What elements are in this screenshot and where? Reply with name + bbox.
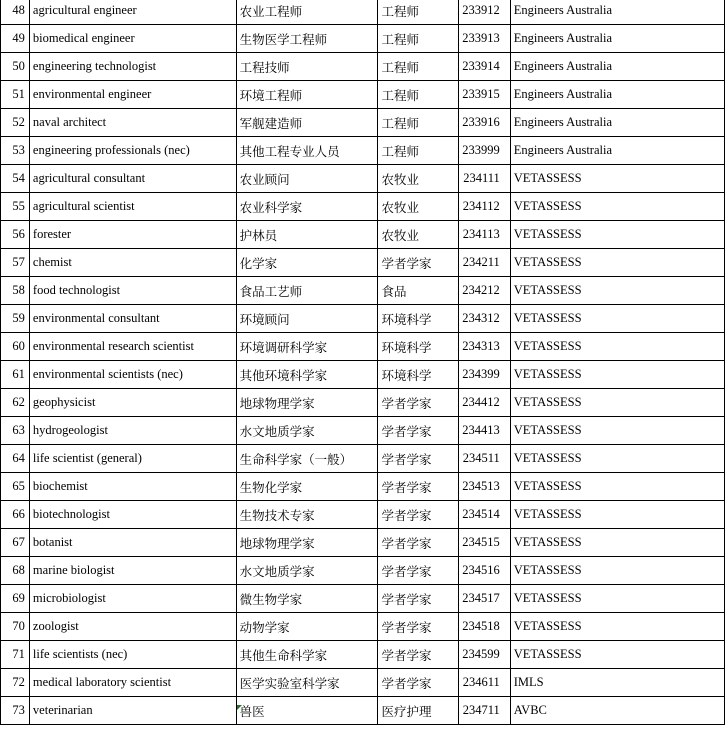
cell-category[interactable]: 学者学家 <box>378 613 459 641</box>
cell-anzsco-code[interactable]: 234313 <box>459 333 511 361</box>
cell-occupation-en[interactable]: environmental consultant <box>29 305 236 333</box>
cell-category[interactable]: 学者学家 <box>378 389 459 417</box>
cell-assessing-authority[interactable]: Engineers Australia <box>510 81 724 109</box>
cell-occupation-en[interactable]: biotechnologist <box>29 501 236 529</box>
cell-anzsco-code[interactable]: 234518 <box>459 613 511 641</box>
cell-assessing-authority[interactable]: VETASSESS <box>510 333 724 361</box>
cell-occupation-zh[interactable]: 其他工程专业人员 <box>236 137 378 165</box>
cell-occupation-en[interactable]: veterinarian <box>29 697 236 725</box>
cell-category[interactable]: 工程师 <box>378 137 459 165</box>
cell-no[interactable]: 57 <box>1 249 30 277</box>
cell-occupation-zh[interactable]: 兽医 <box>236 697 378 725</box>
cell-anzsco-code[interactable]: 234515 <box>459 529 511 557</box>
cell-anzsco-code[interactable]: 234211 <box>459 249 511 277</box>
cell-occupation-en[interactable]: hydrogeologist <box>29 417 236 445</box>
cell-category[interactable]: 学者学家 <box>378 641 459 669</box>
cell-assessing-authority[interactable]: VETASSESS <box>510 193 724 221</box>
cell-category[interactable]: 学者学家 <box>378 417 459 445</box>
cell-category[interactable]: 学者学家 <box>378 669 459 697</box>
cell-no[interactable]: 49 <box>1 25 30 53</box>
cell-assessing-authority[interactable]: VETASSESS <box>510 613 724 641</box>
cell-assessing-authority[interactable]: VETASSESS <box>510 389 724 417</box>
cell-anzsco-code[interactable]: 234111 <box>459 165 511 193</box>
cell-no[interactable]: 66 <box>1 501 30 529</box>
cell-assessing-authority[interactable]: VETASSESS <box>510 473 724 501</box>
cell-assessing-authority[interactable]: VETASSESS <box>510 305 724 333</box>
cell-assessing-authority[interactable]: VETASSESS <box>510 585 724 613</box>
cell-assessing-authority[interactable]: Engineers Australia <box>510 53 724 81</box>
cell-occupation-zh[interactable]: 食品工艺师 <box>236 277 378 305</box>
table-row <box>1 613 725 641</box>
cell-no[interactable]: 55 <box>1 193 30 221</box>
cell-no[interactable]: 58 <box>1 277 30 305</box>
cell-assessing-authority[interactable]: VETASSESS <box>510 641 724 669</box>
cell-anzsco-code[interactable]: 234511 <box>459 445 511 473</box>
cell-occupation-zh[interactable]: 水文地质学家 <box>236 557 378 585</box>
cell-occupation-zh[interactable]: 农业工程师 <box>236 0 378 25</box>
cell-category[interactable]: 工程师 <box>378 109 459 137</box>
cell-no[interactable]: 61 <box>1 361 30 389</box>
cell-category[interactable]: 工程师 <box>378 25 459 53</box>
table-row <box>1 193 725 221</box>
cell-occupation-en[interactable]: medical laboratory scientist <box>29 669 236 697</box>
cell-anzsco-code[interactable]: 234517 <box>459 585 511 613</box>
cell-occupation-zh[interactable]: 地球物理学家 <box>236 389 378 417</box>
cell-occupation-en[interactable]: engineering technologist <box>29 53 236 81</box>
cell-occupation-zh[interactable]: 农业科学家 <box>236 193 378 221</box>
cell-no[interactable]: 52 <box>1 109 30 137</box>
cell-occupation-en[interactable]: microbiologist <box>29 585 236 613</box>
table-row <box>1 473 725 501</box>
cell-category[interactable]: 学者学家 <box>378 249 459 277</box>
cell-occupation-zh[interactable]: 生命科学家（一般） <box>236 445 378 473</box>
cell-occupation-en[interactable]: forester <box>29 221 236 249</box>
cell-category[interactable]: 学者学家 <box>378 501 459 529</box>
cell-occupation-en[interactable]: biomedical engineer <box>29 25 236 53</box>
table-row <box>1 221 725 249</box>
cell-assessing-authority[interactable]: VETASSESS <box>510 249 724 277</box>
cell-anzsco-code[interactable]: 233913 <box>459 25 511 53</box>
table-row <box>1 333 725 361</box>
cell-occupation-zh[interactable]: 微生物学家 <box>236 585 378 613</box>
cell-assessing-authority[interactable]: VETASSESS <box>510 221 724 249</box>
cell-occupation-zh[interactable]: 动物学家 <box>236 613 378 641</box>
cell-category[interactable]: 食品 <box>378 277 459 305</box>
cell-assessing-authority[interactable]: IMLS <box>510 669 724 697</box>
table-row <box>1 529 725 557</box>
cell-occupation-en[interactable]: chemist <box>29 249 236 277</box>
cell-no[interactable]: 50 <box>1 53 30 81</box>
cell-anzsco-code[interactable]: 234599 <box>459 641 511 669</box>
cell-no[interactable]: 71 <box>1 641 30 669</box>
cell-category[interactable]: 环境科学 <box>378 361 459 389</box>
cell-category[interactable]: 农牧业 <box>378 165 459 193</box>
cell-occupation-en[interactable]: environmental research scientist <box>29 333 236 361</box>
cell-anzsco-code[interactable]: 234711 <box>459 697 511 725</box>
table-body <box>1 0 725 725</box>
table-row <box>1 25 725 53</box>
cell-assessing-authority[interactable]: VETASSESS <box>510 501 724 529</box>
cell-assessing-authority[interactable]: VETASSESS <box>510 165 724 193</box>
cell-no[interactable]: 62 <box>1 389 30 417</box>
cell-occupation-zh[interactable]: 军舰建造师 <box>236 109 378 137</box>
table-row <box>1 641 725 669</box>
table-row <box>1 109 725 137</box>
cell-category[interactable]: 学者学家 <box>378 529 459 557</box>
cell-occupation-zh[interactable]: 生物化学家 <box>236 473 378 501</box>
cell-anzsco-code[interactable]: 234513 <box>459 473 511 501</box>
cell-no[interactable]: 65 <box>1 473 30 501</box>
cell-assessing-authority[interactable]: Engineers Australia <box>510 109 724 137</box>
cell-occupation-en[interactable]: naval architect <box>29 109 236 137</box>
table-row <box>1 81 725 109</box>
cell-anzsco-code[interactable]: 233916 <box>459 109 511 137</box>
cell-occupation-zh[interactable]: 其他环境科学家 <box>236 361 378 389</box>
cell-occupation-en[interactable]: environmental scientists (nec) <box>29 361 236 389</box>
cell-category[interactable]: 环境科学 <box>378 333 459 361</box>
cell-assessing-authority[interactable]: Engineers Australia <box>510 0 724 25</box>
cell-anzsco-code[interactable]: 234516 <box>459 557 511 585</box>
table-row <box>1 417 725 445</box>
table-row <box>1 389 725 417</box>
cell-no[interactable]: 56 <box>1 221 30 249</box>
cell-category[interactable]: 医疗护理 <box>378 697 459 725</box>
cell-occupation-en[interactable]: food technologist <box>29 277 236 305</box>
table-row <box>1 585 725 613</box>
table-row <box>1 305 725 333</box>
cell-anzsco-code[interactable]: 234212 <box>459 277 511 305</box>
cell-no[interactable]: 53 <box>1 137 30 165</box>
cell-occupation-zh[interactable]: 环境顾问 <box>236 305 378 333</box>
cell-category[interactable]: 学者学家 <box>378 585 459 613</box>
table-row <box>1 361 725 389</box>
cell-assessing-authority[interactable]: VETASSESS <box>510 557 724 585</box>
cell-no[interactable]: 68 <box>1 557 30 585</box>
cell-no[interactable]: 72 <box>1 669 30 697</box>
cell-anzsco-code[interactable]: 233999 <box>459 137 511 165</box>
cell-category[interactable]: 环境科学 <box>378 305 459 333</box>
cell-anzsco-code[interactable]: 234412 <box>459 389 511 417</box>
cell-occupation-zh[interactable]: 工程技师 <box>236 53 378 81</box>
cell-no[interactable]: 67 <box>1 529 30 557</box>
table-row <box>1 249 725 277</box>
cell-category[interactable]: 工程师 <box>378 81 459 109</box>
table-row <box>1 53 725 81</box>
cell-occupation-en[interactable]: marine biologist <box>29 557 236 585</box>
cell-occupation-zh[interactable]: 水文地质学家 <box>236 417 378 445</box>
cell-category[interactable]: 农牧业 <box>378 221 459 249</box>
cell-no[interactable]: 64 <box>1 445 30 473</box>
table-row <box>1 501 725 529</box>
cell-no[interactable]: 69 <box>1 585 30 613</box>
cell-no[interactable]: 51 <box>1 81 30 109</box>
cell-no[interactable]: 70 <box>1 613 30 641</box>
cell-assessing-authority[interactable]: AVBC <box>510 697 724 725</box>
cell-anzsco-code[interactable]: 234112 <box>459 193 511 221</box>
cell-assessing-authority[interactable]: VETASSESS <box>510 417 724 445</box>
cell-anzsco-code[interactable]: 234312 <box>459 305 511 333</box>
cell-occupation-en[interactable]: life scientist (general) <box>29 445 236 473</box>
cell-occupation-zh[interactable]: 环境工程师 <box>236 81 378 109</box>
cell-assessing-authority[interactable]: VETASSESS <box>510 277 724 305</box>
cell-occupation-zh[interactable]: 环境调研科学家 <box>236 333 378 361</box>
cell-occupation-zh[interactable]: 护林员 <box>236 221 378 249</box>
cell-category[interactable]: 学者学家 <box>378 445 459 473</box>
cell-occupation-zh[interactable]: 化学家 <box>236 249 378 277</box>
cell-assessing-authority[interactable]: VETASSESS <box>510 361 724 389</box>
cell-occupation-en[interactable]: agricultural consultant <box>29 165 236 193</box>
cell-category[interactable]: 农牧业 <box>378 193 459 221</box>
cell-occupation-zh[interactable]: 医学实验室科学家 <box>236 669 378 697</box>
cell-anzsco-code[interactable]: 233914 <box>459 53 511 81</box>
cell-category[interactable]: 学者学家 <box>378 557 459 585</box>
cell-occupation-en[interactable]: life scientists (nec) <box>29 641 236 669</box>
cell-anzsco-code[interactable]: 233915 <box>459 81 511 109</box>
cell-occupation-en[interactable]: biochemist <box>29 473 236 501</box>
cell-occupation-en[interactable]: geophysicist <box>29 389 236 417</box>
cell-anzsco-code[interactable]: 234399 <box>459 361 511 389</box>
cell-anzsco-code[interactable]: 234413 <box>459 417 511 445</box>
cell-occupation-en[interactable]: botanist <box>29 529 236 557</box>
table-row <box>1 137 725 165</box>
cell-occupation-zh[interactable]: 生物医学工程师 <box>236 25 378 53</box>
cell-anzsco-code[interactable]: 234113 <box>459 221 511 249</box>
cell-no[interactable]: 60 <box>1 333 30 361</box>
cell-assessing-authority[interactable]: Engineers Australia <box>510 137 724 165</box>
cell-anzsco-code[interactable]: 234514 <box>459 501 511 529</box>
table-row <box>1 557 725 585</box>
table-row <box>1 445 725 473</box>
table-row <box>1 669 725 697</box>
cell-no[interactable]: 54 <box>1 165 30 193</box>
cell-occupation-en[interactable]: environmental engineer <box>29 81 236 109</box>
cell-assessing-authority[interactable]: VETASSESS <box>510 529 724 557</box>
cell-occupation-en[interactable]: agricultural scientist <box>29 193 236 221</box>
cell-occupation-en[interactable]: agricultural engineer <box>29 0 236 25</box>
cell-occupation-zh[interactable]: 其他生命科学家 <box>236 641 378 669</box>
cell-occupation-zh[interactable]: 地球物理学家 <box>236 529 378 557</box>
cell-occupation-zh[interactable]: 生物技术专家 <box>236 501 378 529</box>
table-row <box>1 277 725 305</box>
cell-occupation-zh[interactable]: 农业顾问 <box>236 165 378 193</box>
cell-assessing-authority[interactable]: VETASSESS <box>510 445 724 473</box>
cell-no[interactable]: 48 <box>1 0 30 25</box>
cell-occupation-en[interactable]: engineering professionals (nec) <box>29 137 236 165</box>
cell-assessing-authority[interactable]: Engineers Australia <box>510 25 724 53</box>
cell-category[interactable]: 工程师 <box>378 0 459 25</box>
cell-anzsco-code[interactable]: 233912 <box>459 0 511 25</box>
table-row <box>1 165 725 193</box>
cell-anzsco-code[interactable]: 234611 <box>459 669 511 697</box>
cell-no[interactable]: 73 <box>1 697 30 725</box>
table-row <box>1 697 725 725</box>
table-row <box>1 0 725 25</box>
cell-no[interactable]: 59 <box>1 305 30 333</box>
cell-category[interactable]: 学者学家 <box>378 473 459 501</box>
cell-no[interactable]: 63 <box>1 417 30 445</box>
comment-marker-icon <box>237 705 242 710</box>
cell-occupation-en[interactable]: zoologist <box>29 613 236 641</box>
cell-category[interactable]: 工程师 <box>378 53 459 81</box>
